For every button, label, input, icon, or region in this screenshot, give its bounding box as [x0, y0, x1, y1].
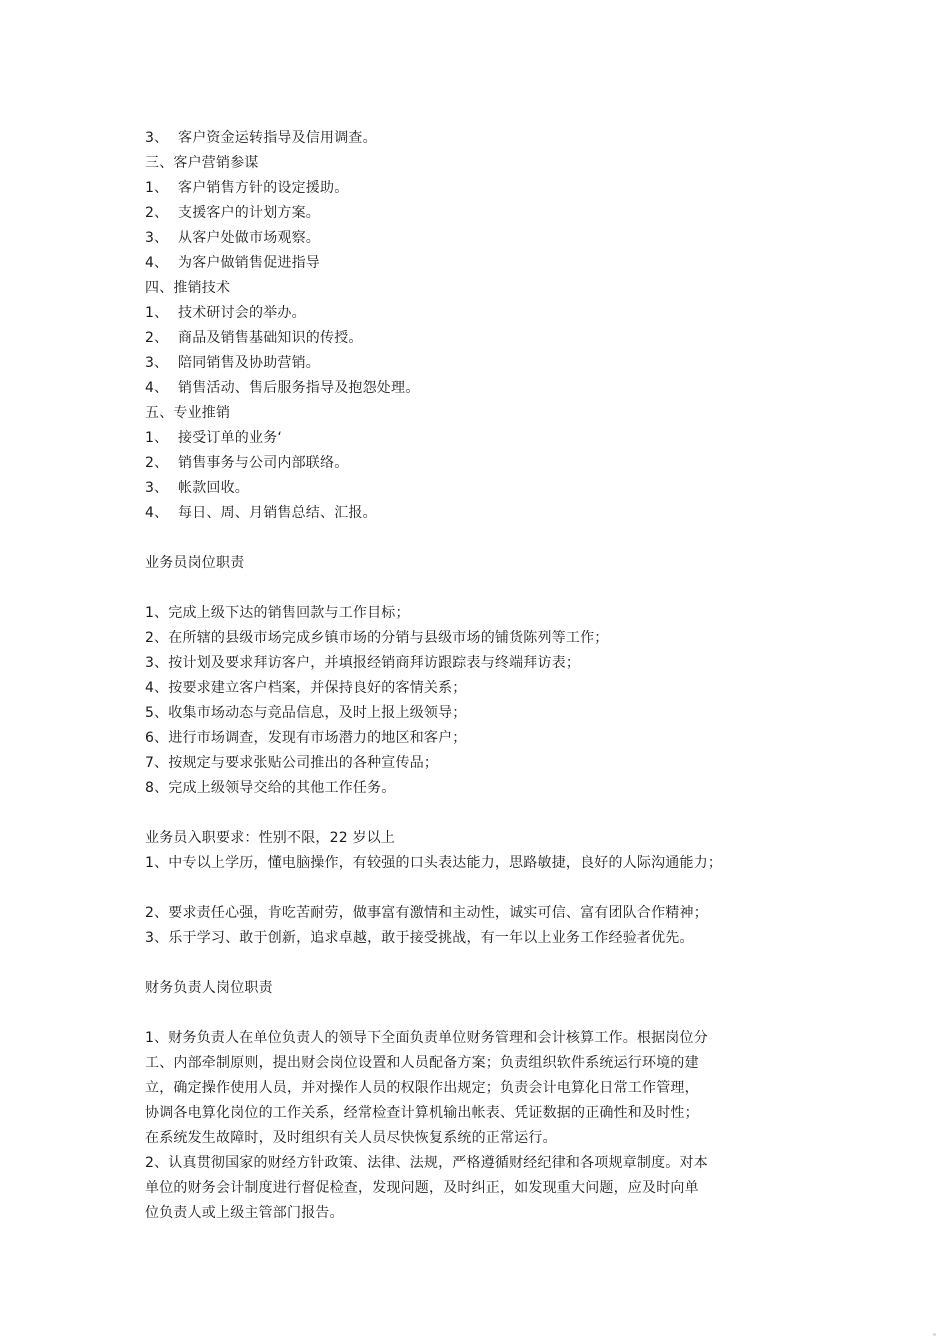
- list-item: [145, 376, 825, 401]
- list-number: 1、: [145, 180, 169, 196]
- list-number: 1、: [145, 305, 169, 321]
- list-item: [145, 301, 825, 326]
- paragraph-line: 位负责人或上级主管部门报告。: [145, 1205, 344, 1221]
- list-number: 4、: [145, 255, 169, 271]
- blank-line: [145, 1001, 825, 1026]
- list-text: 商品及销售基础知识的传授。: [178, 330, 363, 346]
- list-text: 客户资金运转指导及信用调查。: [178, 130, 377, 146]
- list-text: 每日、周、月销售总结、汇报。: [178, 505, 377, 521]
- page-corner-mark: [933, 1333, 936, 1336]
- requirements-title: 业务员入职要求：性别不限，22 岁以上: [145, 830, 396, 846]
- blank-line: [145, 801, 825, 826]
- requirement-item: 3、乐于学习、敢于创新，追求卓越，敢于接受挑战，有一年以上业务工作经验者优先。: [145, 930, 694, 946]
- duty-item: 6、进行市场调查，发现有市场潜力的地区和客户；: [145, 730, 467, 746]
- list-item: [145, 426, 825, 451]
- duty-item: 7、按规定与要求张贴公司推出的各种宣传品；: [145, 755, 439, 771]
- list-text: 销售事务与公司内部联络。: [178, 455, 349, 471]
- list-number: 3、: [145, 230, 169, 246]
- duty-item: 2、在所辖的县级市场完成乡镇市场的分销与县级市场的铺货陈列等工作；: [145, 630, 609, 646]
- duty-item: 1、完成上级下达的销售回款与工作目标；: [145, 605, 410, 621]
- finance-duties-title: 财务负责人岗位职责: [145, 980, 273, 996]
- list-text: 陪同销售及协助营销。: [178, 355, 320, 371]
- list-text: 客户销售方针的设定援助。: [178, 180, 349, 196]
- list-item: [145, 326, 825, 351]
- list-item: [145, 501, 825, 526]
- list-item: [145, 201, 825, 226]
- section-heading-marketing: 三、客户营销参谋: [145, 155, 259, 171]
- list-number: 2、: [145, 455, 169, 471]
- blank-line: [145, 876, 825, 901]
- list-item: [145, 351, 825, 376]
- list-number: 1、: [145, 430, 169, 446]
- list-item: [145, 226, 825, 251]
- document-body: [145, 126, 825, 1226]
- requirement-item: 1、中专以上学历，懂电脑操作，有较强的口头表达能力，思路敏捷，良好的人际沟通能力；: [145, 855, 723, 871]
- requirement-item: 2、要求责任心强，肯吃苦耐劳，做事富有激情和主动性，诚实可信、富有团队合作精神；: [145, 905, 708, 921]
- blank-line: [145, 576, 825, 601]
- duty-item: 4、按要求建立客户档案，并保持良好的客情关系；: [145, 680, 467, 696]
- list-text: 接受订单的业务‘: [178, 430, 283, 446]
- list-item: [145, 251, 825, 276]
- list-number: 4、: [145, 505, 169, 521]
- paragraph-line: 在系统发生故障时，及时组织有关人员尽快恢复系统的正常运行。: [145, 1130, 557, 1146]
- paragraph-line: 单位的财务会计制度进行督促检查，发现问题，及时纠正，如发现重大问题，应及时向单: [145, 1180, 699, 1196]
- list-item: [145, 126, 825, 151]
- duty-item: 8、完成上级领导交给的其他工作任务。: [145, 780, 396, 796]
- duty-item: 5、收集市场动态与竞品信息，及时上报上级领导；: [145, 705, 467, 721]
- list-text: 为客户做销售促进指导: [178, 255, 320, 271]
- section-heading-sales-technique: 四、推销技术: [145, 280, 231, 296]
- blank-line: [145, 951, 825, 976]
- paragraph-line: 立，确定操作使用人员，并对操作人员的权限作出规定；负责会计电算化日常工作管理，: [145, 1080, 699, 1096]
- list-text: 帐款回收。: [178, 480, 249, 496]
- list-item: [145, 176, 825, 201]
- duty-item: 3、按计划及要求拜访客户，并填报经销商拜访跟踪表与终端拜访表；: [145, 655, 581, 671]
- list-text: 技术研讨会的举办。: [178, 305, 306, 321]
- list-number: 3、: [145, 480, 169, 496]
- list-number: 3、: [145, 355, 169, 371]
- salesman-duties-title: 业务员岗位职责: [145, 555, 245, 571]
- paragraph-line: 1、财务负责人在单位负责人的领导下全面负责单位财务管理和会计核算工作。根据岗位分: [145, 1030, 708, 1046]
- paragraph-line: 工、内部牵制原则，提出财会岗位设置和人员配备方案；负责组织软件系统运行环境的建: [145, 1055, 699, 1071]
- list-text: 从客户处做市场观察。: [178, 230, 320, 246]
- list-number: 2、: [145, 330, 169, 346]
- list-item: [145, 451, 825, 476]
- list-item: [145, 476, 825, 501]
- list-number: 2、: [145, 205, 169, 221]
- list-number: 3、: [145, 130, 169, 146]
- paragraph-line: 2、认真贯彻国家的财经方针政策、法律、法规，严格遵循财经纪律和各项规章制度。对本: [145, 1155, 708, 1171]
- list-text: 销售活动、售后服务指导及抱怨处理。: [178, 380, 420, 396]
- list-text: 支援客户的计划方案。: [178, 205, 320, 221]
- paragraph-line: 协调各电算化岗位的工作关系，经常检查计算机输出帐表、凭证数据的正确性和及时性；: [145, 1105, 699, 1121]
- section-heading-professional-sales: 五、专业推销: [145, 405, 231, 421]
- list-number: 4、: [145, 380, 169, 396]
- blank-line: [145, 526, 825, 551]
